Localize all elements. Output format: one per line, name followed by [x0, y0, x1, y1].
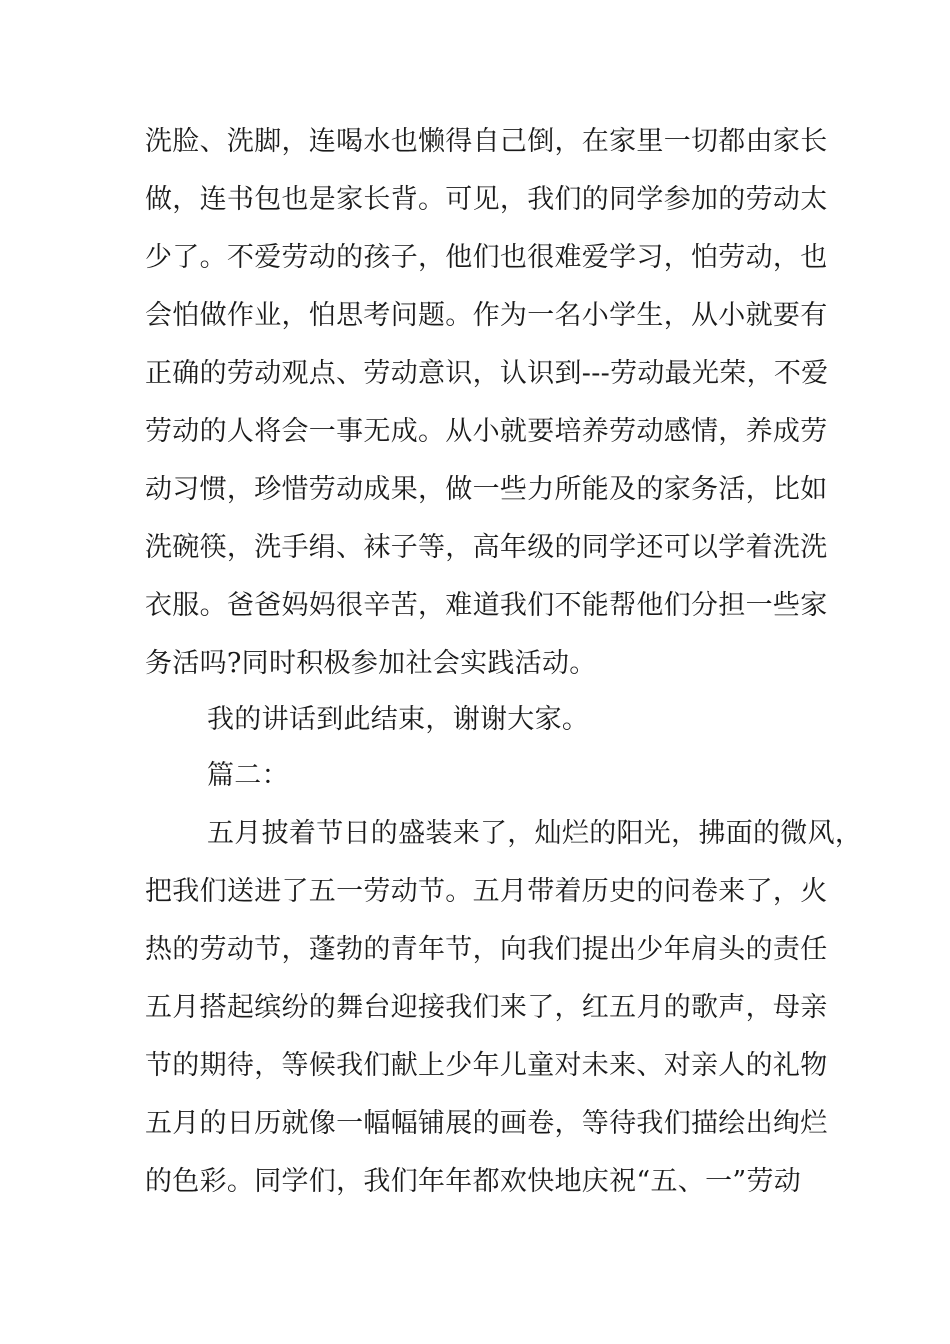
text-line: 务活吗?同时积极参加社会实践活动。	[145, 648, 597, 679]
text-line: 五月披着节日的盛装来了，灿烂的阳光，拂面的微风，	[207, 818, 863, 849]
text-line: 劳动的人将会一事无成。从小就要培养劳动感情，养成劳	[145, 416, 828, 447]
text-line: 热的劳动节，蓬勃的青年节，向我们提出少年肩头的责任	[145, 934, 828, 965]
text-line: 五月的日历就像一幅幅铺展的画卷，等待我们描绘出绚烂	[145, 1108, 828, 1139]
text-line: 正确的劳动观点、劳动意识，认识到---劳动最光荣，不爱	[145, 358, 829, 389]
text-line: 的色彩。同学们，我们年年都欢快地庆祝“五、一”劳动	[145, 1166, 802, 1197]
section-heading: 篇二：	[207, 760, 289, 791]
text-line: 少了。不爱劳动的孩子，他们也很难爱学习，怕劳动，也	[145, 242, 828, 273]
text-line: 做，连书包也是家长背。可见，我们的同学参加的劳动太	[145, 184, 828, 215]
text-line: 动习惯，珍惜劳动成果，做一些力所能及的家务活，比如	[145, 474, 828, 505]
text-line: 洗脸、洗脚，连喝水也懒得自己倒，在家里一切都由家长	[145, 126, 828, 157]
text-line: 衣服。爸爸妈妈很辛苦，难道我们不能帮他们分担一些家	[145, 590, 828, 621]
text-line: 洗碗筷，洗手绢、袜子等，高年级的同学还可以学着洗洗	[145, 532, 828, 563]
text-line: 节的期待，等候我们献上少年儿童对未来、对亲人的礼物	[145, 1050, 828, 1081]
text-line: 会怕做作业，怕思考问题。作为一名小学生，从小就要有	[145, 300, 828, 331]
text-line: 五月搭起缤纷的舞台迎接我们来了，红五月的歌声，母亲	[145, 992, 828, 1023]
closing-line: 我的讲话到此结束，谢谢大家。	[207, 704, 590, 735]
text-line: 把我们送进了五一劳动节。五月带着历史的问卷来了，火	[145, 876, 828, 907]
